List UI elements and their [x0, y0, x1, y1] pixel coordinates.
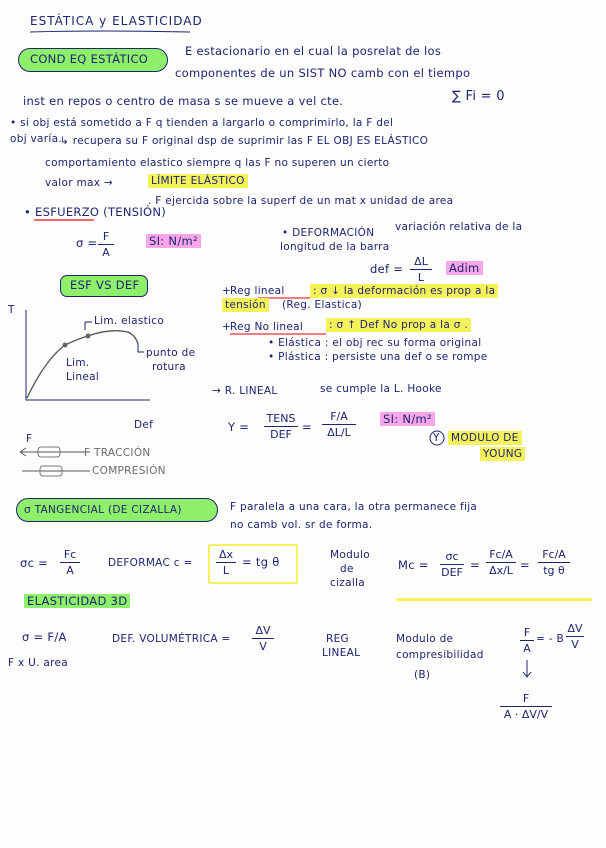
- reg-lineal-label: Reg lineal: [230, 285, 285, 297]
- dv2: ΔV: [567, 622, 583, 635]
- sigma-c-lhs: σc =: [20, 556, 49, 570]
- def-c: DEF: [441, 566, 463, 579]
- equilibrio-label: COND EQ ESTÁTICO: [30, 52, 149, 66]
- f-x-area: F x U. area: [8, 657, 69, 669]
- lim-lineal-2: Lineal: [66, 371, 100, 383]
- fca: Fc/A: [489, 548, 513, 561]
- si-units-2: SI: N/m²: [380, 412, 435, 426]
- esfuerzo-text: . F ejercida sobre la superf de un mat x unidad de area: [148, 195, 454, 207]
- compresion: COMPRESIÓN: [92, 465, 166, 477]
- final-fraction: [500, 692, 552, 721]
- y-circle-text: Y: [433, 432, 440, 444]
- axis-y-label: T: [8, 304, 15, 316]
- punto-rotura-2: rotura: [152, 361, 186, 373]
- equilibrio-line6: ↳ recupera su F original dsp de suprimir las F EL OBJ ES ELÁSTICO: [60, 135, 429, 147]
- modulo-de: MODULO DE: [448, 431, 522, 445]
- fc: Fc: [63, 548, 77, 561]
- final-den: A · ΔV/V: [503, 708, 549, 721]
- v: V: [259, 640, 267, 653]
- reg-lineal-text: : σ ↓ la deformación es prop a la: [310, 284, 498, 298]
- fca2: Fc/A: [542, 548, 566, 561]
- lineal: LINEAL: [322, 647, 361, 659]
- dxl: Δx/L: [489, 564, 513, 577]
- dx: Δx: [218, 548, 234, 561]
- equilibrio-line3: inst en repos o centro de masa s se mueve a vel cte.: [23, 94, 344, 108]
- r-lineal: → R. LINEAL: [212, 385, 278, 397]
- modulo-cizalla-1: Modulo: [330, 549, 370, 561]
- eq-b: = - B: [536, 633, 564, 645]
- def: DEF: [270, 428, 292, 441]
- young: YOUNG: [480, 447, 525, 461]
- f-3d: F: [523, 626, 531, 639]
- sigma-num: F: [102, 230, 110, 243]
- a-den: A: [66, 564, 74, 577]
- tens: TENS: [266, 412, 296, 425]
- equilibrio-line4: • si obj está sometido a F q tienden a largarlo o comprimirlo, la F del: [10, 117, 394, 129]
- elastica: • Elástica : el obj rec su forma original: [268, 337, 482, 349]
- esf-vs-def-label: ESF VS DEF: [70, 278, 140, 292]
- l-den: L: [222, 564, 230, 577]
- deformacion-title: • DEFORMACIÓN: [282, 227, 375, 239]
- modulo-cizalla-3: cizalla: [330, 577, 366, 589]
- tg-theta: = tg θ: [242, 555, 280, 569]
- lim-elastico: Lim. elastico: [94, 315, 165, 327]
- tension-rest: (Reg. Elastica): [282, 299, 363, 311]
- sum-forces: ∑ Fi = 0: [452, 89, 505, 104]
- a-3d: A: [523, 642, 531, 655]
- sc: σc: [445, 550, 459, 563]
- mc-lhs: Mc =: [398, 558, 429, 572]
- equilibrio-line1: E estacionario en el cual la posrelat de los: [185, 44, 442, 58]
- equilibrio-line7: comportamiento elastico siempre q las F no superen un cierto: [45, 157, 390, 169]
- plastica: • Plástica : persiste una def o se rompe: [268, 351, 488, 363]
- reg-no-lineal-text: : σ ↑ Def No prop a la σ .: [326, 318, 471, 332]
- si-units-1: SI: N/m²: [146, 234, 201, 248]
- sigma-den: A: [102, 246, 110, 259]
- axis-x-label: Def: [134, 419, 154, 431]
- hooke-text: se cumple la L. Hooke: [320, 383, 442, 395]
- equilibrio-line2: componentes de un SIST NO camb con el tiempo: [175, 66, 471, 80]
- esfuerzo-label: • ESFUERZO (TENSIÓN): [24, 205, 167, 219]
- equals-1: =: [302, 420, 312, 434]
- page-title: ESTÁTICA y ELASTICIDAD: [30, 14, 203, 28]
- tangencial-line2: no camb vol. sr de forma.: [230, 519, 373, 531]
- limite-elastico: LÍMITE ELÁSTICO: [148, 174, 248, 188]
- reg-no-lineal-label: Reg No lineal: [230, 321, 304, 333]
- modulo-compresibilidad-1: Modulo de: [396, 633, 454, 645]
- def-den: L: [417, 271, 425, 284]
- tangencial-label: σ TANGENCIAL (DE CIZALLA): [24, 504, 182, 516]
- tension-label: tensión: [222, 298, 269, 312]
- sigma-lhs: σ =: [76, 236, 98, 250]
- sigma-fa: σ = F/A: [22, 630, 67, 644]
- def-num: ΔL: [414, 255, 428, 268]
- modulo-cizalla-2: de: [340, 563, 354, 575]
- equals-3: =: [520, 558, 530, 572]
- adim: Adim: [446, 261, 483, 275]
- v2: V: [571, 638, 579, 651]
- f-label: F: [26, 433, 33, 445]
- dv: ΔV: [255, 624, 271, 637]
- tangencial-line1: F paralela a una cara, la otra permanece fija: [230, 501, 478, 513]
- equals-2: =: [470, 558, 480, 572]
- punto-rotura-1: punto de: [146, 347, 196, 359]
- b-label: (B): [414, 669, 431, 681]
- def-lhs: def =: [370, 262, 404, 276]
- deformacion-text: variación relativa de la: [395, 221, 523, 233]
- fa-den: ΔL/L: [327, 426, 351, 439]
- reg-lineal-prefix: +: [222, 285, 232, 297]
- equilibrio-line5: obj varía.: [10, 133, 62, 145]
- elasticidad3d-label: ELASTICIDAD 3D: [24, 594, 130, 608]
- modulo-compresibilidad-2: compresibilidad: [396, 649, 484, 661]
- traccion: F TRACCIÓN: [84, 447, 151, 459]
- final-num: F: [522, 692, 530, 705]
- equilibrio-line8: valor max →: [45, 177, 113, 189]
- fa-num: F/A: [330, 410, 348, 423]
- reg-no-lineal-prefix: +: [222, 321, 232, 333]
- lim-lineal-1: Lim.: [66, 357, 90, 369]
- def-volumetrica: DEF. VOLUMÉTRICA =: [112, 633, 231, 645]
- deformac: DEFORMAC c =: [108, 557, 193, 569]
- tgtheta: tg θ: [543, 564, 565, 577]
- reg: REG: [326, 633, 349, 645]
- deformacion-line2: longitud de la barra: [280, 241, 390, 253]
- young-lhs: Y =: [228, 420, 250, 434]
